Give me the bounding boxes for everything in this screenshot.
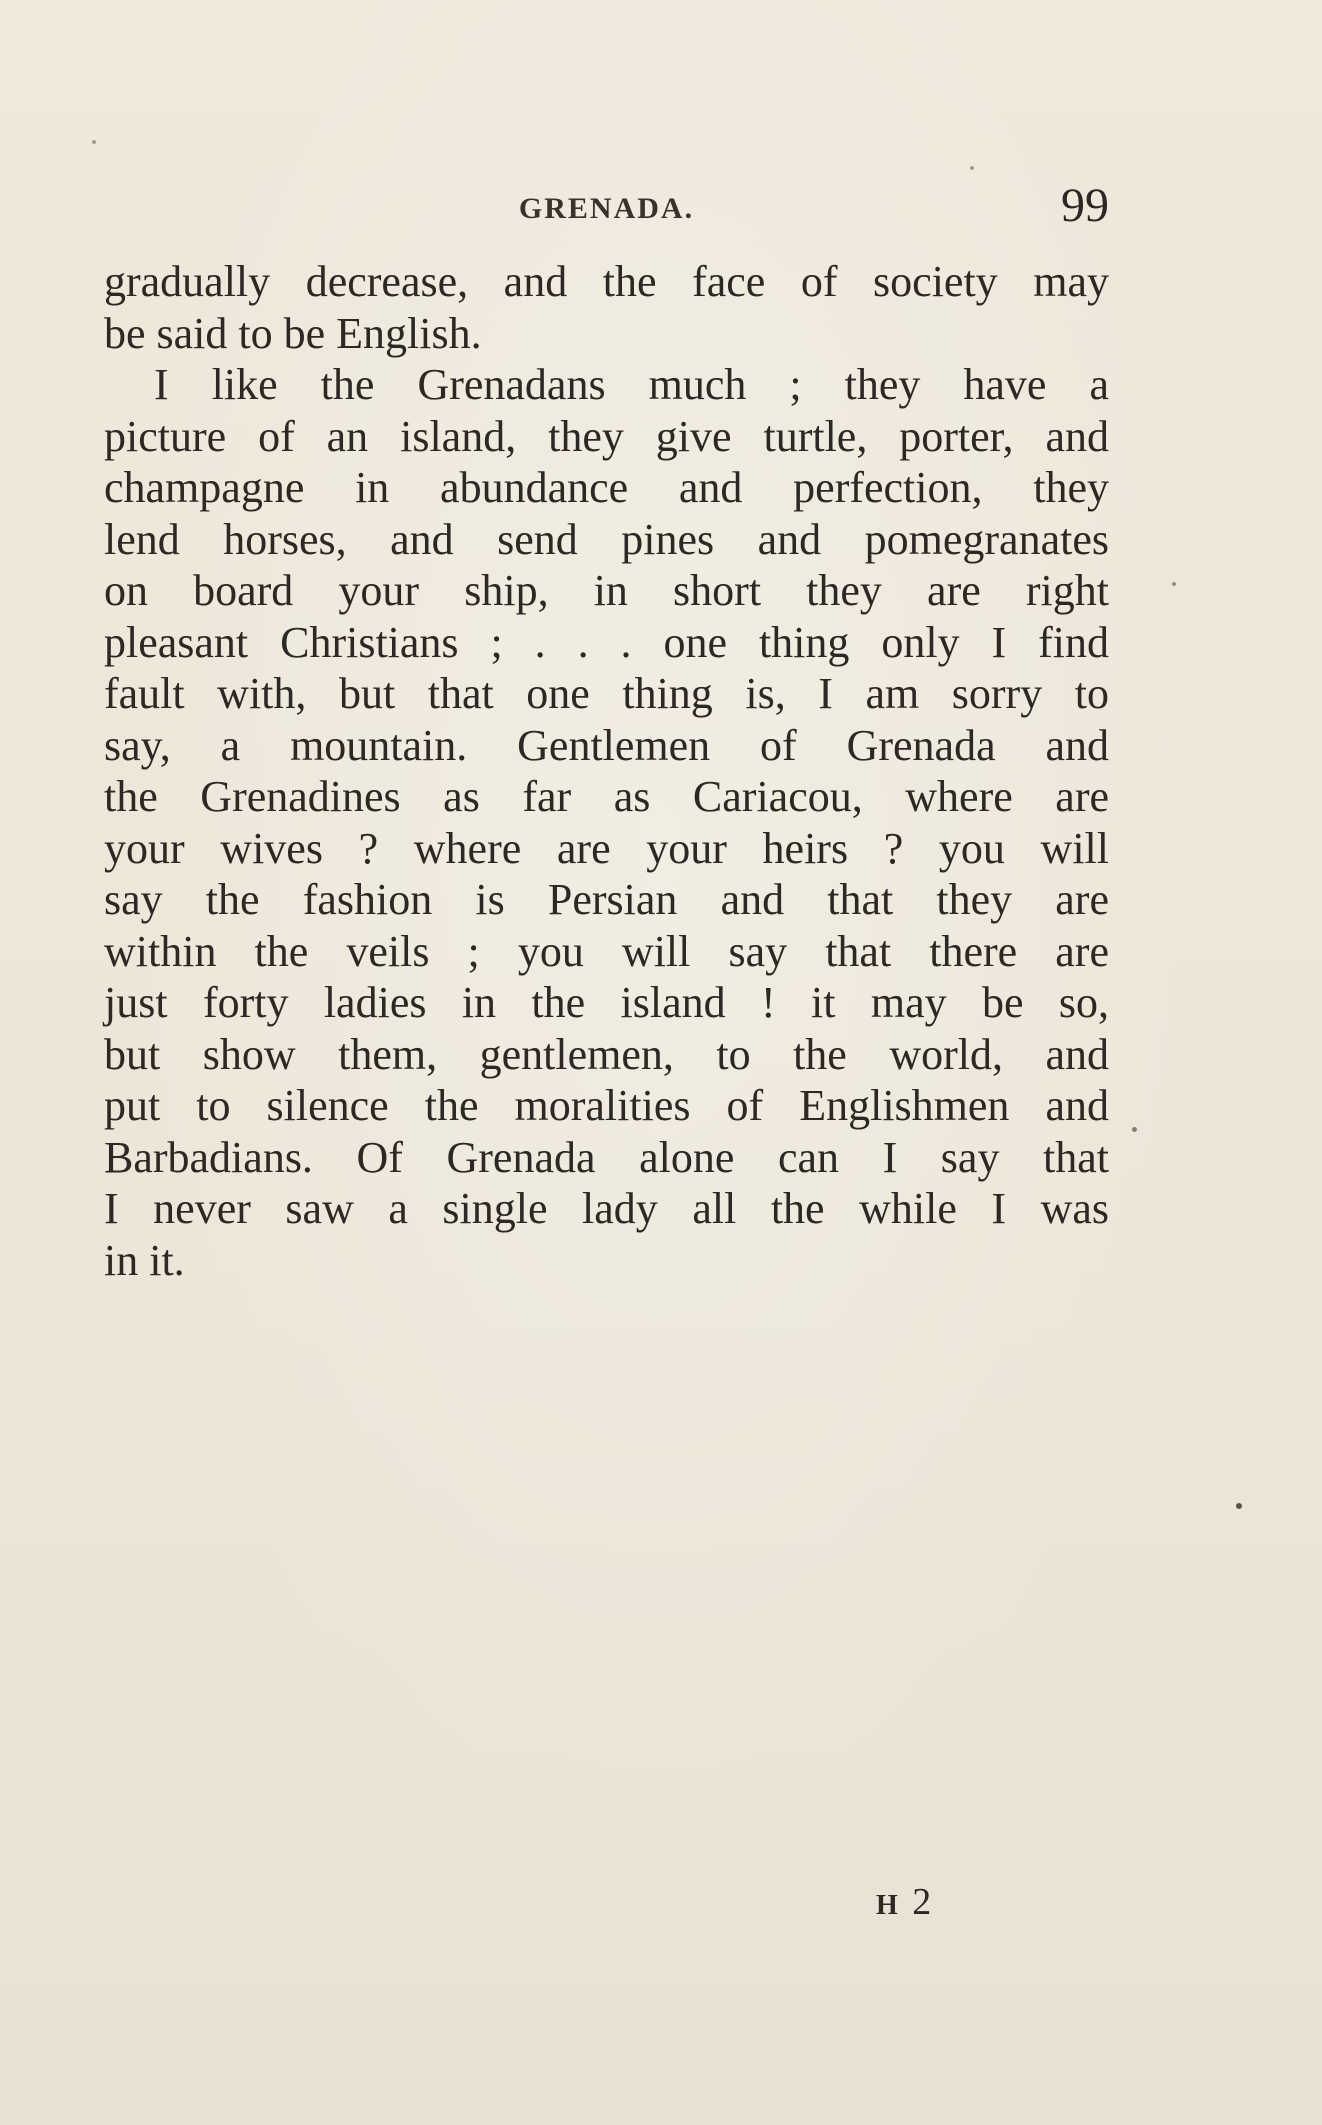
- text-line: within the veils ; you will say that there are: [104, 926, 1109, 976]
- text-line: put to silence the moralities of Englishmen and: [104, 1081, 1109, 1130]
- paper-speck: [92, 140, 96, 144]
- paper-speck: [1172, 582, 1176, 586]
- text-line: be said to be English.: [104, 308, 482, 358]
- text-line: say the fashion is Persian and that they are: [104, 875, 1109, 924]
- text-line: on board your ship, in short they are right: [104, 566, 1109, 615]
- text-line: Barbadians. Of Grenada alone can I say that: [104, 1132, 1109, 1182]
- body-text: [104, 256, 1109, 1286]
- text-line: pleasant Christians ; . . . one thing only I find: [104, 617, 1109, 667]
- signature-mark: [876, 1880, 933, 1924]
- text-line: champagne in abundance and perfection, they: [104, 463, 1109, 512]
- text-line: I never saw a single lady all the while I was: [104, 1184, 1109, 1233]
- paper-speck: [1236, 1503, 1242, 1509]
- text-line: gradually decrease, and the face of society may: [104, 257, 1109, 306]
- text-line: I like the Grenadans much ; they have a: [154, 360, 1109, 409]
- signature-number: 2: [912, 1881, 934, 1923]
- signature-letter: H: [876, 1890, 901, 1921]
- text-line: fault with, but that one thing is, I am sorry to: [104, 669, 1109, 718]
- text-line: but show them, gentlemen, to the world, and: [104, 1029, 1109, 1079]
- text-line: lend horses, and send pines and pomegranates: [104, 514, 1109, 564]
- paper-speck: [1132, 1127, 1137, 1132]
- page-number: 99: [1061, 179, 1109, 232]
- text-line: picture of an island, they give turtle, porter, and: [104, 411, 1109, 461]
- text-line: your wives ? where are your heirs ? you will: [104, 823, 1109, 873]
- running-title: GRENADA.: [518, 192, 695, 225]
- text-line: the Grenadines as far as Cariacou, where are: [104, 772, 1109, 821]
- paper-speck: [970, 166, 974, 170]
- text-line: just forty ladies in the island ! it may be so,: [104, 978, 1109, 1027]
- text-line: say, a mountain. Gentlemen of Grenada and: [104, 720, 1109, 770]
- text-line: in it.: [104, 1235, 185, 1285]
- running-head: [104, 178, 1109, 238]
